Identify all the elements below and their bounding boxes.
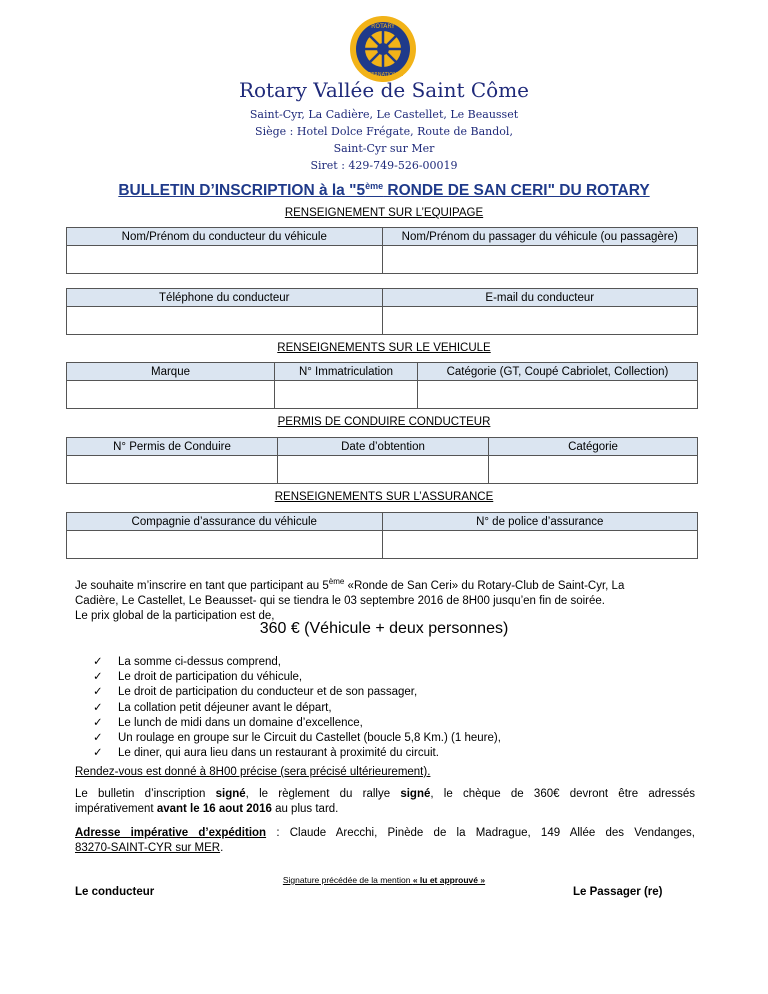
header-insurance-company: Compagnie d’assurance du véhicule (67, 513, 383, 531)
rendez-vous-text: Rendez-vous est donné à 8H00 précise (sera précisé ultérieurement). (75, 766, 431, 778)
header-license-date: Date d’obtention (278, 438, 489, 456)
check-icon: ✓ (93, 732, 103, 745)
check-icon: ✓ (93, 656, 103, 668)
list-item: ✓ Le lunch de midi dans un domaine d’excellence, (93, 716, 501, 731)
header-license-category: Catégorie (489, 438, 698, 456)
list-item: ✓ Le droit de participation du conducteur et de son passager, (93, 685, 501, 700)
registration-field[interactable] (275, 381, 418, 409)
return-paragraph: Le bulletin d’inscription signé, le règlement du rallye signé, le chèque de 360€ devront être adressés impérativement avant le 16 aout 2016 au plus tard. (75, 788, 695, 815)
equipage-contact-table (66, 288, 698, 335)
intro-paragraph: Je souhaite m’inscrire en tant que participant au 5ème «Ronde de San Ceri» du Rotary-Club de Saint-Cyr, La Cadière, Le Castellet, Le Beausset- qui se tiendra le 03 septembre 2016 de 8H00 jusqu’en fin de soirée. Le prix global de la participation est de, (75, 577, 625, 622)
form-title: BULLETIN D’INSCRIPTION à la "5ème RONDE DE SAN CERI" DU ROTARY (118, 181, 650, 200)
vehicle-category-field[interactable] (418, 381, 698, 409)
club-siret: Siret : 429-749-526-00019 (310, 159, 458, 172)
header-registration: N° Immatriculation (275, 363, 418, 381)
header-driver-name: Nom/Prénom du conducteur du véhicule (67, 228, 383, 246)
list-item: ✓ Le diner, qui aura lieu dans un restaurant à proximité du circuit. (93, 746, 501, 761)
header-passenger-name: Nom/Prénom du passager du véhicule (ou passagère) (382, 228, 698, 246)
check-icon: ✓ (93, 716, 103, 729)
club-name: Rotary Vallée de Saint Côme (238, 78, 530, 102)
list-item: ✓ Un roulage en groupe sur le Circuit du Castellet (boucle 5,8 Km.) (1 heure), (93, 731, 501, 746)
section-title-equipage: RENSEIGNEMENT SUR L’EQUIPAGE (284, 207, 484, 219)
insurance-table (66, 512, 698, 559)
policy-number-field[interactable] (382, 531, 698, 559)
insurance-company-field[interactable] (67, 531, 383, 559)
brand-field[interactable] (67, 381, 275, 409)
list-item: ✓ La collation petit déjeuner avant le départ, (93, 701, 501, 716)
driver-name-field[interactable] (67, 246, 383, 274)
header-driver-phone: Téléphone du conducteur (67, 289, 383, 307)
check-icon: ✓ (93, 701, 103, 714)
section-title-vehicule: RENSEIGNEMENTS SUR LE VEHICULE (277, 342, 491, 354)
section-title-permis: PERMIS DE CONDUIRE CONDUCTEUR (277, 416, 491, 428)
check-icon: ✓ (93, 747, 103, 760)
license-table (66, 437, 698, 484)
header-vehicle-category: Catégorie (GT, Coupé Cabriolet, Collection) (418, 363, 698, 381)
club-siege-line2: Saint-Cyr sur Mer (333, 142, 435, 155)
list-item: ✓ La somme ci-dessus comprend, (93, 655, 501, 670)
logo-bottom-text: INTERNATIONAL (362, 72, 404, 78)
signature-driver-label: Le conducteur (75, 886, 155, 898)
equipage-names-table (66, 227, 698, 274)
header-license-number: N° Permis de Conduire (67, 438, 278, 456)
logo-top-text: ROTARY (371, 23, 395, 30)
passenger-name-field[interactable] (382, 246, 698, 274)
license-date-field[interactable] (278, 456, 489, 484)
price-text: 360 € (Véhicule + deux personnes) (259, 620, 509, 637)
vehicle-table (66, 362, 698, 409)
driver-phone-field[interactable] (67, 307, 383, 335)
header-brand: Marque (67, 363, 275, 381)
section-title-assurance: RENSEIGNEMENTS SUR L’ASSURANCE (274, 491, 494, 503)
rotary-wheel-logo (348, 14, 418, 84)
license-number-field[interactable] (67, 456, 278, 484)
header-policy-number: N° de police d’assurance (382, 513, 698, 531)
club-siege-line1: Siège : Hotel Dolce Frégate, Route de Bandol, (255, 125, 513, 138)
check-icon: ✓ (93, 671, 103, 684)
list-item: ✓ Le droit de participation du véhicule, (93, 670, 501, 685)
signature-note: Signature précédée de la mention « lu et approuvé » (282, 875, 486, 885)
license-category-field[interactable] (489, 456, 698, 484)
driver-email-field[interactable] (382, 307, 698, 335)
signature-passenger-label: Le Passager (re) (573, 886, 663, 898)
includes-list (93, 655, 501, 761)
check-icon: ✓ (93, 686, 103, 699)
header-driver-email: E-mail du conducteur (382, 289, 698, 307)
club-towns: Saint-Cyr, La Cadière, Le Castellet, Le Beausset (249, 108, 519, 121)
address-paragraph: Adresse impérative d’expédition : Claude Arecchi, Pinède de la Madrague, 149 Allée des Vendanges, 83270-SAINT-CYR sur MER. (75, 827, 695, 854)
